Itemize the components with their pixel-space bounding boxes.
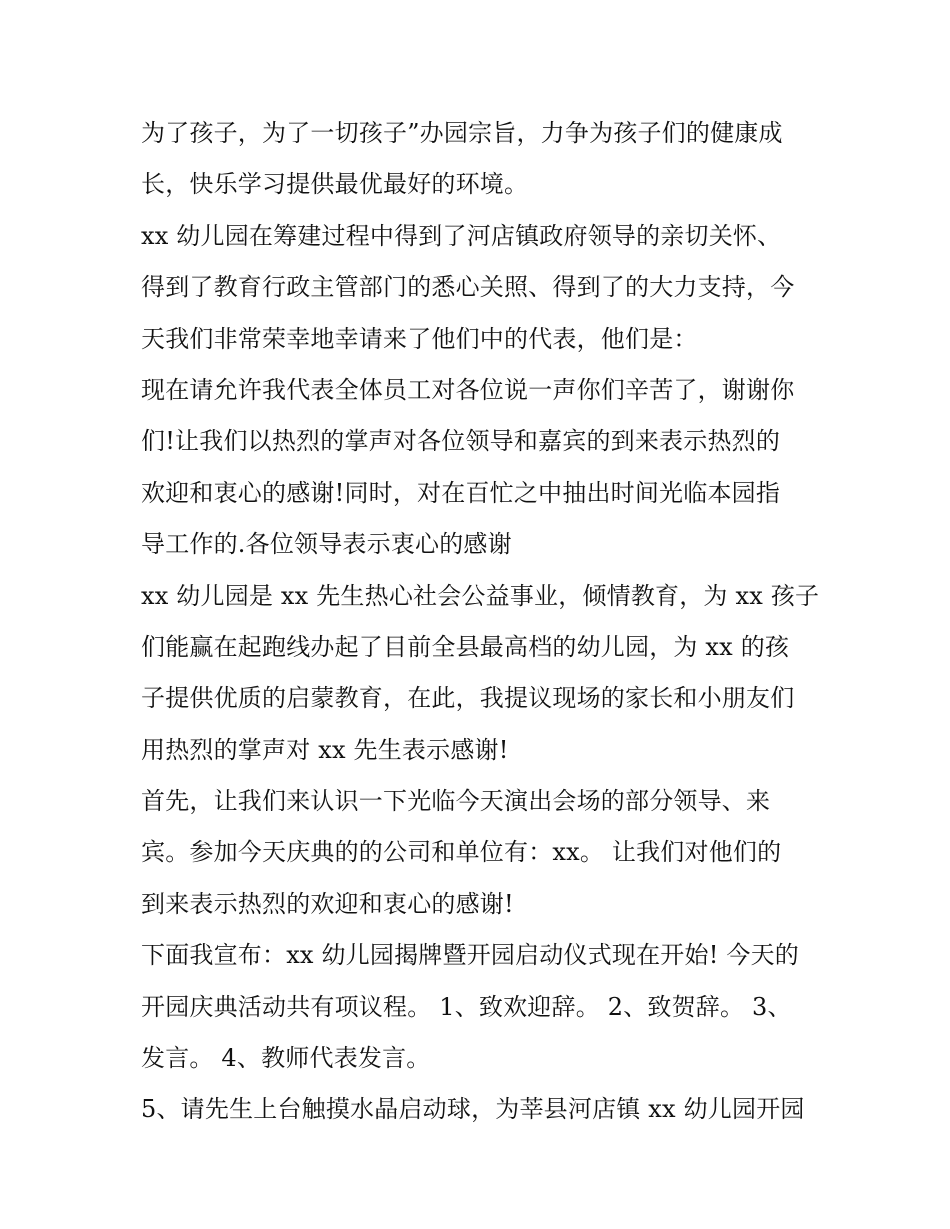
text-line: 们能赢在起跑线办起了目前全县最高档的幼儿园，为 xx 的孩 — [141, 632, 790, 661]
text-line: 5、请先生上台触摸水晶启动球，为莘县河店镇 xx 幼儿园开园 — [141, 1095, 805, 1124]
text-line: 发言。 4、教师代表发言。 — [141, 1044, 431, 1073]
text-line: 欢迎和衷心的感谢!同时，对在百忙之中抽出时间光临本园指 — [141, 478, 781, 507]
document-body — [141, 108, 821, 1136]
text-line: 用热烈的掌声对 xx 先生表示感谢! — [141, 735, 509, 764]
text-line: 开园庆典活动共有项议程。 1、致欢迎辞。 2、致贺辞。 3、 — [141, 992, 792, 1021]
text-line: 为了孩子，为了一切孩子”办园宗旨，力争为孩子们的健康成 — [141, 119, 783, 147]
text-line: 天我们非常荣幸地幸请来了他们中的代表，他们是： — [141, 324, 698, 353]
text-line: 长，快乐学习提供最优最好的环境。 — [141, 170, 529, 199]
text-line: 们!让我们以热烈的掌声对各位领导和嘉宾的到来表示热烈的 — [141, 427, 781, 456]
text-line: 现在请允许我代表全体员工对各位说一声你们辛苦了，谢谢你 — [141, 375, 795, 404]
text-line: xx 幼儿园是 xx 先生热心社会公益事业，倾情教育，为 xx 孩子 — [141, 581, 820, 610]
text-line: xx 幼儿园在筹建过程中得到了河店镇政府领导的亲切关怀、 — [141, 221, 782, 250]
text-line: 子提供优质的启蒙教育，在此，我提议现场的家长和小朋友们 — [141, 684, 795, 713]
text-line: 得到了教育行政主管部门的悉心关照、得到了的大力支持，今 — [141, 273, 795, 302]
text-line: 首先，让我们来认识一下光临今天演出会场的部分领导、来 — [141, 787, 771, 816]
text-line: 宾。参加今天庆典的的公司和单位有：xx。 让我们对他们的 — [141, 838, 782, 867]
text-line: 到来表示热烈的欢迎和衷心的感谢! — [141, 889, 514, 918]
text-line: 下面我宣布：xx 幼儿园揭牌暨开园启动仪式现在开始! 今天的 — [141, 941, 799, 970]
text-line: 导工作的.各位领导表示衷心的感谢 — [141, 530, 512, 559]
